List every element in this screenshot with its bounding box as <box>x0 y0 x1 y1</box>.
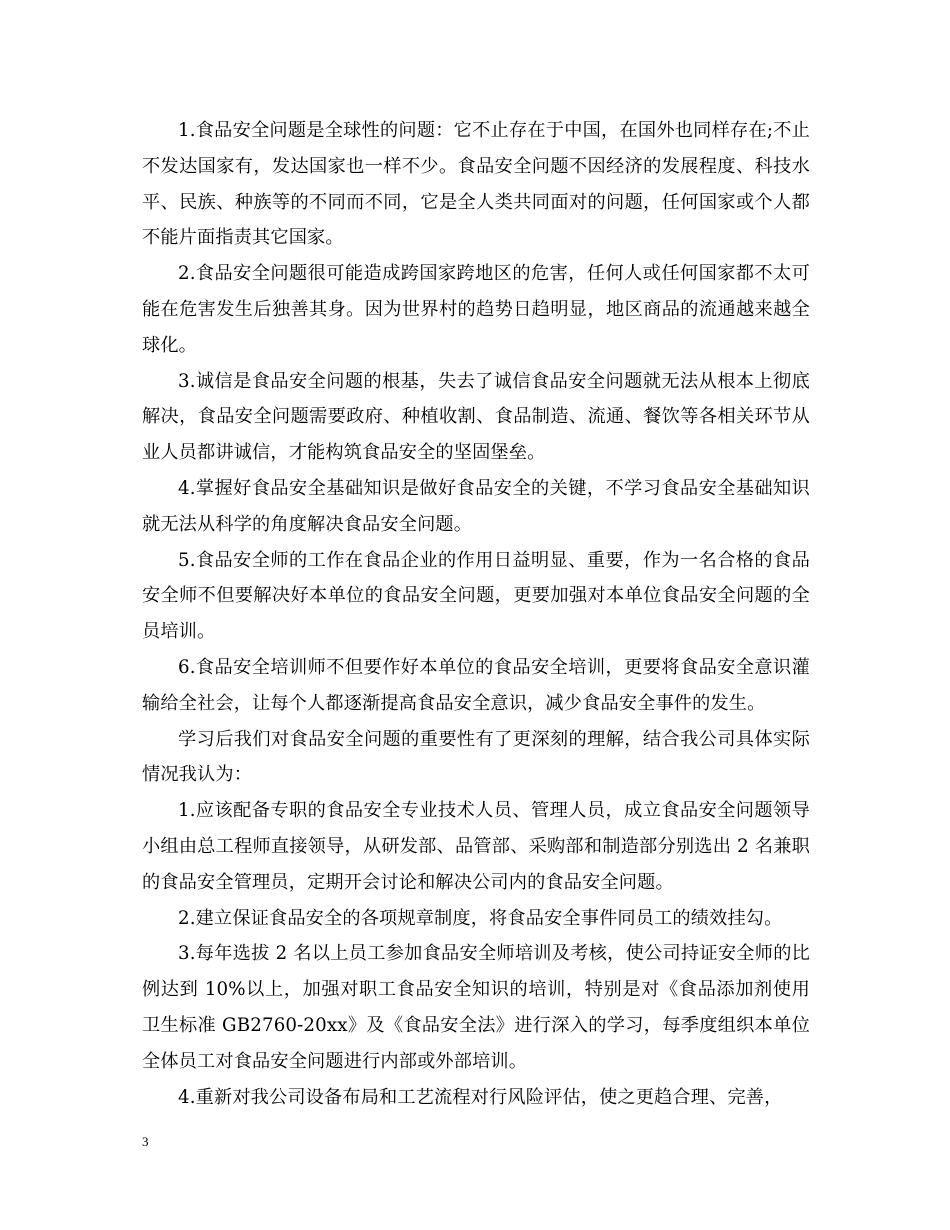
paragraph-3: 3.诚信是食品安全问题的根基，失去了诚信食品安全问题就无法从根本上彻底解决，食品安全问题需要政府、种植收割、食品制造、流通、餐饮等各相关环节从业人员都讲诚信，才能构筑食品安全的坚固堡垒。 <box>142 370 810 464</box>
paragraph-11: 4.重新对我公司设备布局和工艺流程对行风险评估，使之更趋合理、完善， <box>178 1086 783 1108</box>
paragraph-2: 2.食品安全问题很可能造成跨国家跨地区的危害，任何人或任何国家都不太可能在危害发生后独善其身。因为世界村的趋势日趋明显，地区商品的流通越来越全球化。 <box>142 263 810 356</box>
paragraph-5: 5.食品安全师的工作在食品企业的作用日益明显、重要，作为一名合格的食品安全师不但要解决好本单位的食品安全问题，更要加强对本单位食品安全问题的全员培训。 <box>142 549 810 643</box>
paragraph-1: 1.食品安全问题是全球性的问题：它不止存在于中国，在国外也同样存在;不止不发达国家有，发达国家也一样不少。食品安全问题不因经济的发展程度、科技水平、民族、种族等的不同而不同，它是全人类共同面对的问题，任何国家或个人都不能片面指责其它国家。 <box>142 120 810 249</box>
document-body <box>142 113 810 1115</box>
paragraph-4: 4.掌握好食品安全基础知识是做好食品安全的关键，不学习食品安全基础知识就无法从科学的角度解决食品安全问题。 <box>142 477 810 535</box>
paragraph-9: 2.建立保证食品安全的各项规章制度，将食品安全事件同员工的绩效挂勾。 <box>178 907 783 929</box>
page-number: 3 <box>142 1134 149 1149</box>
paragraph-7: 学习后我们对食品安全问题的重要性有了更深刻的理解，结合我公司具体实际情况我认为： <box>142 728 810 786</box>
paragraph-8: 1.应该配备专职的食品安全专业技术人员、管理人员，成立食品安全问题领导小组由总工程师直接领导，从研发部、品管部、采购部和制造部分别选出 2 名兼职的食品安全管理员，定期开会讨论和解决公司内的食品安全问题。 <box>142 800 810 893</box>
paragraph-10: 3.每年选拔 2 名以上员工参加食品安全师培训及考核，使公司持证安全师的比例达到 10%以上，加强对职工食品安全知识的培训，特别是对《食品添加剂使用卫生标准 GB2760-20xx》及《食品安全法》进行深入的学习，每季度组织本单位全体员工对食品安全问题进行内部或外部培训。 <box>142 943 810 1072</box>
paragraph-6: 6.食品安全培训师不但要作好本单位的食品安全培训，更要将食品安全意识灌输给全社会，让每个人都逐渐提高食品安全意识，减少食品安全事件的发生。 <box>142 656 810 714</box>
